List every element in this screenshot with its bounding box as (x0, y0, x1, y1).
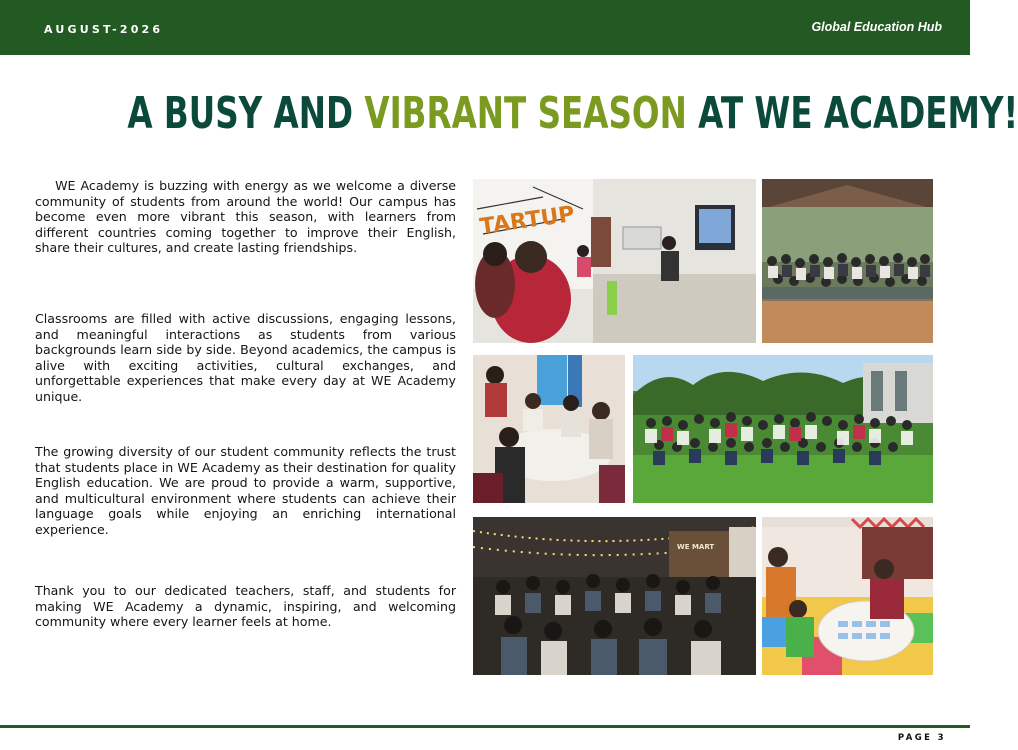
publication-name: Global Education Hub (811, 20, 942, 34)
photo-study-group (473, 355, 625, 503)
photo-classroom (473, 179, 756, 343)
store-sign: WE MART (677, 543, 715, 551)
paragraph-classrooms: Classrooms are filled with active discussions, engaging lessons, and meaningful interactions as students from various backgrounds learn side by side. Beyond academics, the campus is alive with exciting activities, cultural exchanges, and unforgettable experiences that make every day at WE Academy unique. (35, 311, 456, 404)
title-part-3: AT WE ACADEMY! (686, 88, 1018, 139)
footer-divider (0, 725, 970, 728)
photo-outdoor-group (633, 355, 933, 503)
issue-date: AUGUST-2026 (44, 23, 164, 36)
photo-evening-gathering (473, 517, 756, 675)
wall-graphic-text: TARTUP (478, 201, 577, 240)
photo-playroom (762, 517, 933, 675)
title-part-1: A BUSY AND (127, 88, 365, 139)
page-number: PAGE 3 (897, 733, 946, 743)
paragraph-intro: WE Academy is buzzing with energy as we welcome a diverse community of students from around the world! Our campus has become even more vibrant this season, with learners from different countries coming together to improve their English, share their cultures, and create lasting friendships. (35, 178, 456, 256)
photo-pavilion-group (762, 179, 933, 343)
paragraph-diversity: The growing diversity of our student community reflects the trust that students place in WE Academy as their destination for quality English education. We are proud to provide a warm, supportive, and multicultural environment where students can achieve their language goals while enjoying an enriching international experience. (35, 444, 456, 537)
header-bar (0, 0, 970, 55)
paragraph-thanks: Thank you to our dedicated teachers, staff, and students for making WE Academy a dynamic, inspiring, and welcoming community where every learner feels at home. (35, 583, 456, 630)
page-title (127, 84, 1018, 144)
title-highlight: VIBRANT SEASON (364, 88, 687, 139)
